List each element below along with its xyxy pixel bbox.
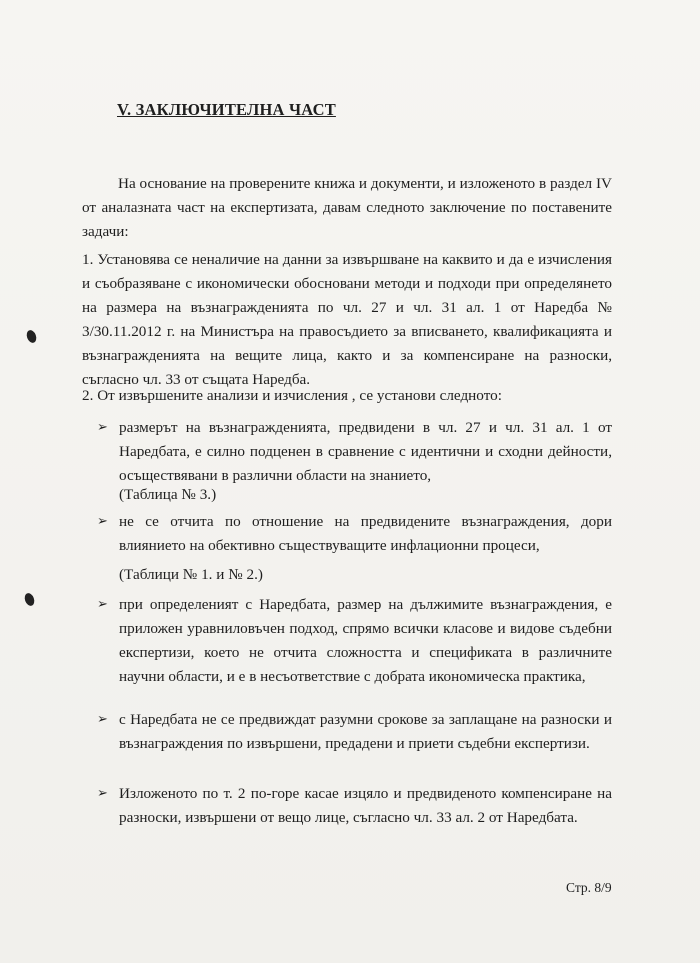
bullet-text: Изложеното по т. 2 по-горе касае изцяло и предвиденото компенсиране на разноски, извършени от вещо лице, съгласно чл. 33 ал. 2 от Наредбата. xyxy=(119,785,612,826)
arrow-bullet-icon: ➢ xyxy=(97,597,108,612)
page-number: Стр. 8/9 xyxy=(566,880,612,895)
bullet-text: размерът на възнагражденията, предвидени в чл. 27 и чл. 31 ал. 1 от Наредбата, е силно подценен в сравнение с идентични и сходни дейности, осъществявани в различни области на знанието, xyxy=(119,419,612,484)
bullet-text: с Наредбата не се предвиждат разумни срокове за заплащане на разноски и възнаграждения по извършени, предадени и приети съдебни експертизи. xyxy=(119,711,612,752)
bullet-text: не се отчита по отношение на предвидените възнаграждения, дори влиянието на обективно съществуващите инфлационни процеси, xyxy=(119,513,612,554)
punch-hole-mark xyxy=(23,592,36,607)
table-reference: (Таблица № 3.) xyxy=(119,486,217,503)
bullet-text: при определеният с Наредбата, размер на дължимите възнаграждения, е приложен уравниловъчен подход, спрямо всички класове и видове съдебни експертизи, което не отчита сложността и спецификата в различните научни области, и е в несъответствие с добрата икономическа практика, xyxy=(119,596,612,685)
arrow-bullet-icon: ➢ xyxy=(97,786,108,801)
arrow-bullet-icon: ➢ xyxy=(97,420,108,435)
arrow-bullet-icon: ➢ xyxy=(97,514,108,529)
conclusion-point-1: 1. Установява се неналичие на данни за извършване на каквито и да е изчисления и съобразяване с икономически обосновани методи и подходи при определянето на размера на възнагражденията по чл. 27 и чл. 31 ал. 1 от Наредба № 3/30.11.2012 г. на Министъра на правосъдието за вписването, квалификацията и възнагражденията на вещите лица, както и за компенсиране на разноски, съгласно чл. 33 от същата Наредба. xyxy=(82,251,612,388)
conclusion-point-2: 2. От извършените анализи и изчисления , се установи следното: xyxy=(82,387,502,404)
intro-paragraph: На основание на проверените книжа и документи, и изложеното в раздел IV от аналазната част на експертизата, давам следното заключение по поставените задачи: xyxy=(82,175,612,240)
section-heading: V. ЗАКЛЮЧИТЕЛНА ЧАСТ xyxy=(117,100,336,119)
arrow-bullet-icon: ➢ xyxy=(97,712,108,727)
punch-hole-mark xyxy=(25,329,38,344)
table-reference: (Таблици № 1. и № 2.) xyxy=(119,566,263,583)
